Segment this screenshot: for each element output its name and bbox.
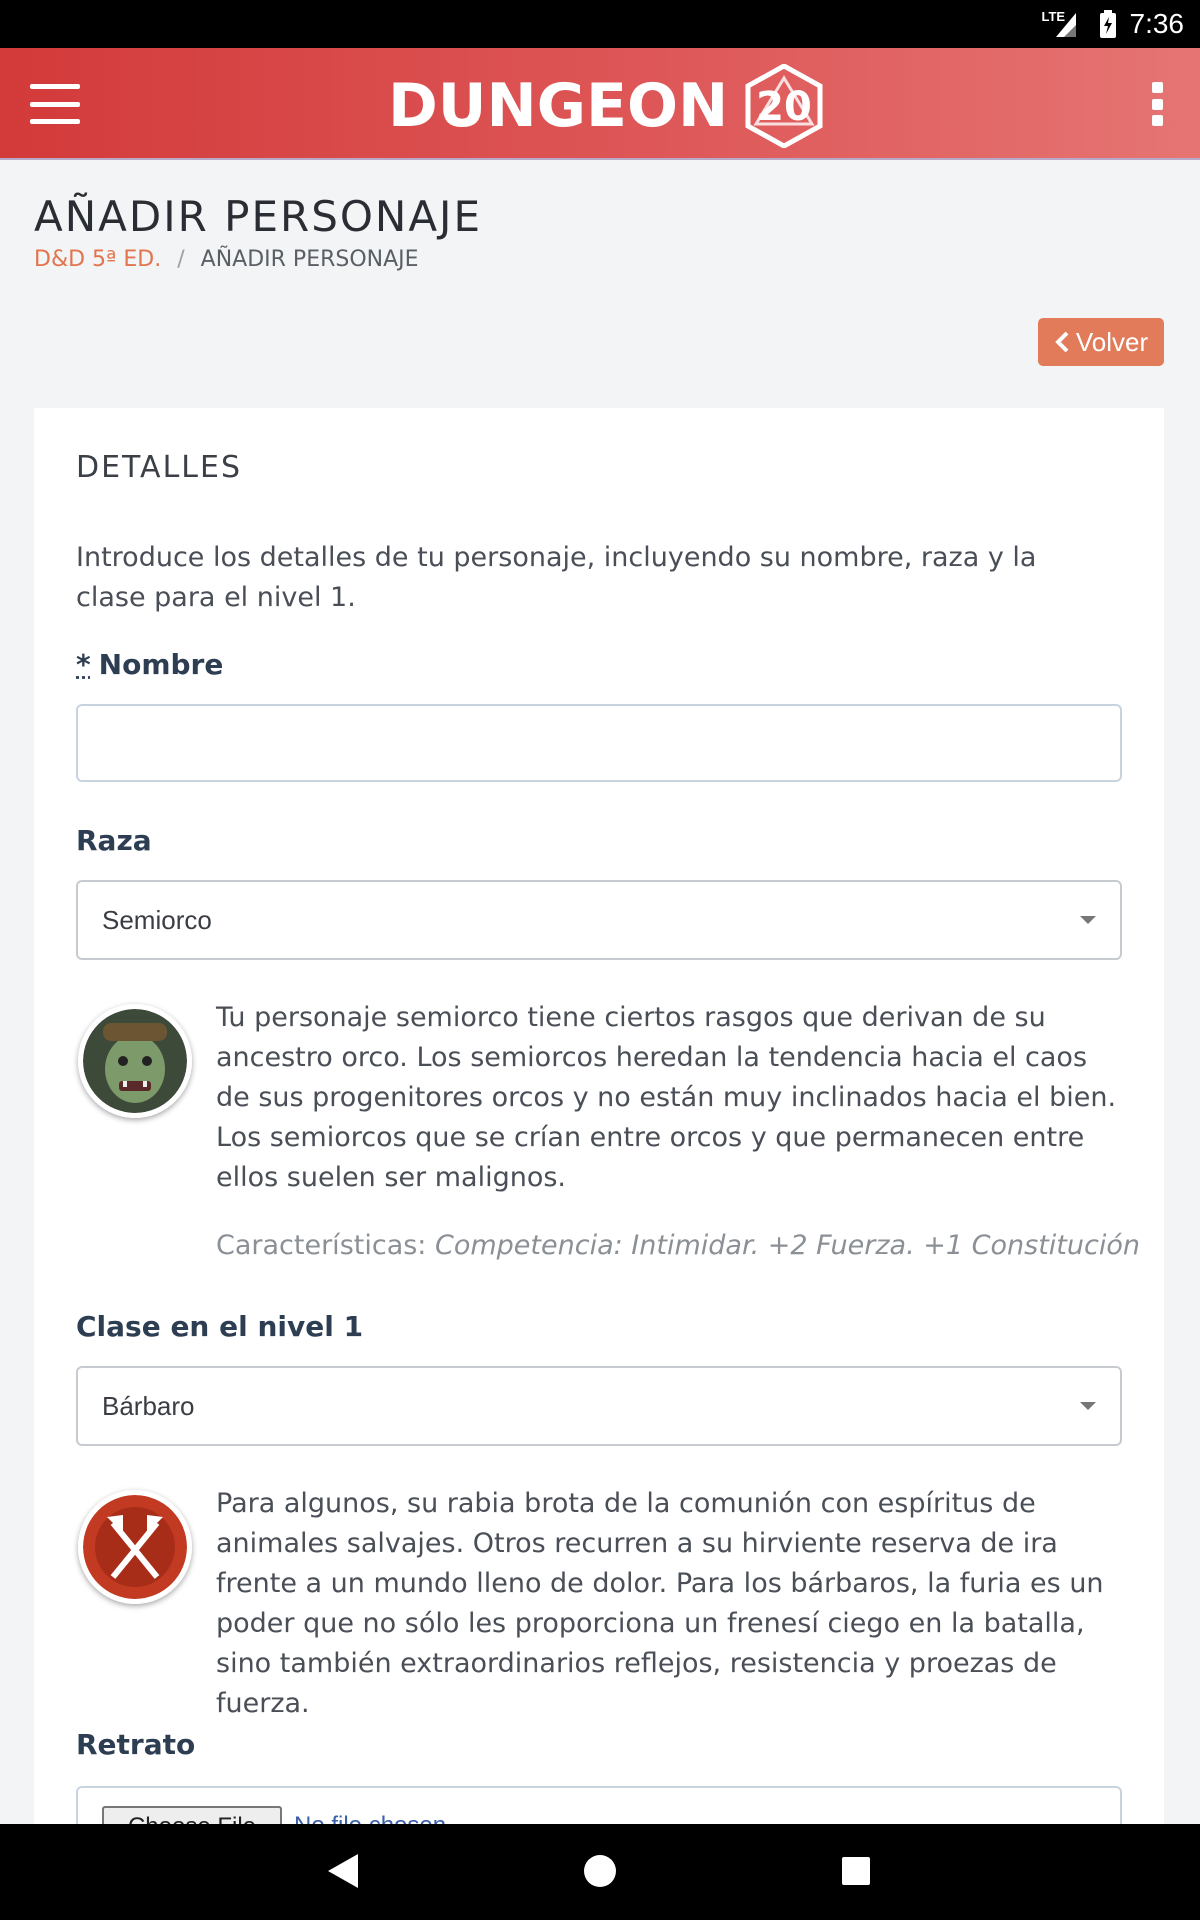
- home-circle-icon[interactable]: [582, 1852, 618, 1890]
- menu-icon[interactable]: [30, 84, 80, 124]
- network-label: LTE: [1041, 9, 1066, 24]
- battery-icon: [1098, 9, 1118, 39]
- portrait-label: Retrato: [76, 1728, 196, 1761]
- class-selected: Bárbaro: [102, 1390, 195, 1421]
- back-triangle-icon[interactable]: [326, 1852, 360, 1890]
- brand-text: DUNGEON: [388, 71, 729, 141]
- class-select[interactable]: [76, 1366, 1122, 1446]
- page-title: AÑADIR PERSONAJE: [34, 192, 482, 241]
- brand-number: 20: [756, 84, 813, 130]
- class-label: Clase en el nivel 1: [76, 1310, 364, 1343]
- intro-text: Introduce los detalles de tu personaje, incluyendo su nombre, raza y la clase para el nivel 1.: [76, 542, 1037, 613]
- traits-value: Competencia: Intimidar. +2 Fuerza. +1 Constitución: [435, 1230, 1140, 1261]
- section-title: DETALLES: [76, 450, 242, 485]
- brand-logo[interactable]: [388, 66, 826, 146]
- details-card: [34, 408, 1164, 1828]
- chevron-left-icon: [1054, 330, 1070, 354]
- class-description: Para algunos, su rabia brota de la comunión con espíritus de animales salvajes. Otros recurren a su hirviente reserva de ira frente a un mundo lleno de dolor. Para los bárbaros, la furia es un poder que no sólo les proporciona un frenesí ciego en la batalla, sino también extraordinarios reflejos, resistencia y proezas de fuerza.: [216, 1488, 1104, 1719]
- breadcrumb-link-dnd[interactable]: D&D 5ª ED.: [34, 247, 162, 272]
- class-avatar: [78, 1490, 192, 1604]
- clock: 7:36: [1129, 8, 1184, 39]
- status-icons: [1042, 0, 1185, 48]
- name-label: [76, 648, 223, 681]
- breadcrumb: [34, 247, 419, 272]
- back-button-label: Volver: [1075, 326, 1149, 357]
- race-label: Raza: [76, 824, 152, 857]
- traits-label: Características:: [216, 1230, 427, 1261]
- race-description: Tu personaje semiorco tiene ciertos rasgos que derivan de su ancestro orco. Los semiorcos heredan la tendencia hacia el caos de sus progenitores orcos y no están muy inclinados hacia el bien. Los semiorcos que se crían entre orcos y que permanecen entre ellos suelen ser malignos.: [216, 1002, 1117, 1193]
- crossed-axes-icon: [83, 1495, 187, 1599]
- app-bar: [0, 48, 1200, 160]
- more-options-icon[interactable]: [1150, 82, 1164, 126]
- breadcrumb-separator: /: [177, 247, 185, 272]
- name-input[interactable]: [76, 704, 1122, 782]
- race-selected: Semiorco: [102, 904, 212, 935]
- name-label-text: Nombre: [98, 648, 224, 681]
- race-traits: [216, 1230, 1140, 1261]
- status-bar: [0, 0, 1200, 48]
- back-button[interactable]: [1038, 318, 1164, 366]
- required-mark: *: [76, 648, 91, 681]
- caret-down-icon: [1080, 1402, 1096, 1410]
- d20-dice-icon: [742, 64, 826, 148]
- race-avatar: [78, 1004, 192, 1118]
- caret-down-icon: [1080, 916, 1096, 924]
- system-nav-bar: [0, 1824, 1200, 1920]
- lte-signal-icon: [1042, 9, 1086, 39]
- recents-square-icon[interactable]: [840, 1852, 872, 1890]
- breadcrumb-current: AÑADIR PERSONAJE: [200, 247, 419, 272]
- race-select[interactable]: [76, 880, 1122, 960]
